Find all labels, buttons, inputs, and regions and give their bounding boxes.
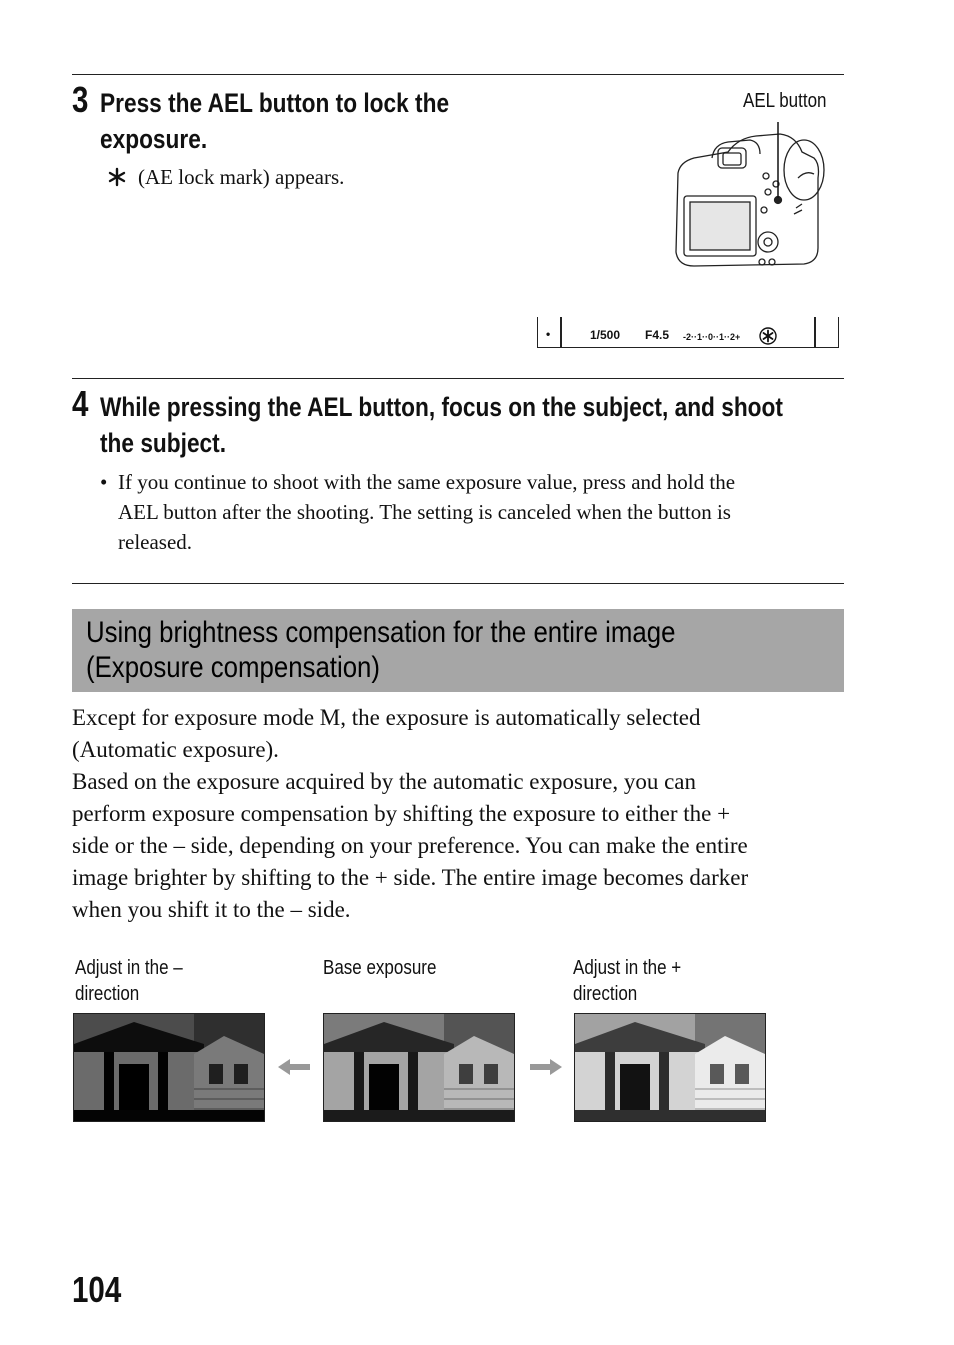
step-3-title-line1: Press the AEL button to lock the xyxy=(100,88,450,118)
step-3-title xyxy=(100,85,449,157)
example-photo-base xyxy=(323,1013,515,1122)
step-3-number: 3 xyxy=(72,79,89,120)
aperture-value: F4.5 xyxy=(645,328,670,342)
arrow-right-icon xyxy=(528,1057,562,1077)
paragraph-2-line5: when you shift it to the – side. xyxy=(72,897,351,922)
step-4-bullet-mark: • xyxy=(100,470,108,494)
ael-button-callout: AEL button xyxy=(743,90,827,112)
example-label-minus-line1: Adjust in the – xyxy=(75,957,183,979)
step-4-bullet-line3: released. xyxy=(118,530,193,554)
display-divider xyxy=(814,317,816,347)
step-4-rule xyxy=(72,378,844,379)
section-heading-bar xyxy=(72,609,844,692)
example-label-base-line1: Base exposure xyxy=(323,957,437,979)
example-label-plus xyxy=(573,955,681,1007)
ae-lock-note: (AE lock mark) appears. xyxy=(138,165,345,189)
example-label-base xyxy=(323,955,436,981)
shutter-speed: 1/500 xyxy=(590,328,621,342)
step-4-bullet-line2: AEL button after the shooting. The setting is canceled when the button is xyxy=(118,500,731,524)
exposure-display xyxy=(537,317,839,348)
exposure-scale: -2··1··0··1··2+ xyxy=(683,332,741,342)
step-4-title-line2: the subject. xyxy=(100,428,227,458)
ae-lock-indicator-icon xyxy=(759,327,777,345)
paragraph-1-line2: (Automatic exposure). xyxy=(72,737,279,762)
section-heading-line2: (Exposure compensation) xyxy=(86,651,380,684)
example-label-plus-line2: direction xyxy=(573,983,638,1005)
arrow-left-icon xyxy=(278,1057,312,1077)
paragraph-2 xyxy=(72,766,842,926)
paragraph-1 xyxy=(72,702,842,766)
display-divider xyxy=(560,317,562,347)
paragraph-2-line4: image brighter by shifting to the + side. The entire image becomes darker xyxy=(72,865,749,890)
section-rule xyxy=(72,583,844,584)
camera-illustration xyxy=(668,118,828,276)
example-label-minus-line2: direction xyxy=(75,983,140,1005)
example-label-minus xyxy=(75,955,183,1007)
step-4-bullet-line1: If you continue to shoot with the same exposure value, press and hold the xyxy=(118,470,736,494)
example-photo-darker xyxy=(73,1013,265,1122)
step-3-title-line2: exposure. xyxy=(100,124,208,154)
example-photo-brighter xyxy=(574,1013,766,1122)
ae-lock-mark-icon xyxy=(107,167,127,187)
display-dot: • xyxy=(546,327,551,341)
step-4-title xyxy=(100,389,856,461)
section-heading-line1: Using brightness compensation for the entire image xyxy=(86,616,676,649)
paragraph-2-line3: side or the – side, depending on your preference. You can make the entire xyxy=(72,833,748,858)
example-label-plus-line1: Adjust in the + xyxy=(573,957,682,979)
paragraph-2-line2: perform exposure compensation by shifting the exposure to either the + xyxy=(72,801,731,826)
paragraph-2-line1: Based on the exposure acquired by the automatic exposure, you can xyxy=(72,769,696,794)
step-4-number: 4 xyxy=(72,383,89,424)
page-number: 104 xyxy=(72,1269,122,1310)
step-4-bullet-text xyxy=(118,467,848,557)
paragraph-1-line1: Except for exposure mode M, the exposure is automatically selected xyxy=(72,705,701,730)
step-4-title-line1: While pressing the AEL button, focus on the subject, and shoot xyxy=(100,392,783,422)
section-heading xyxy=(86,615,843,685)
top-rule xyxy=(72,74,844,75)
